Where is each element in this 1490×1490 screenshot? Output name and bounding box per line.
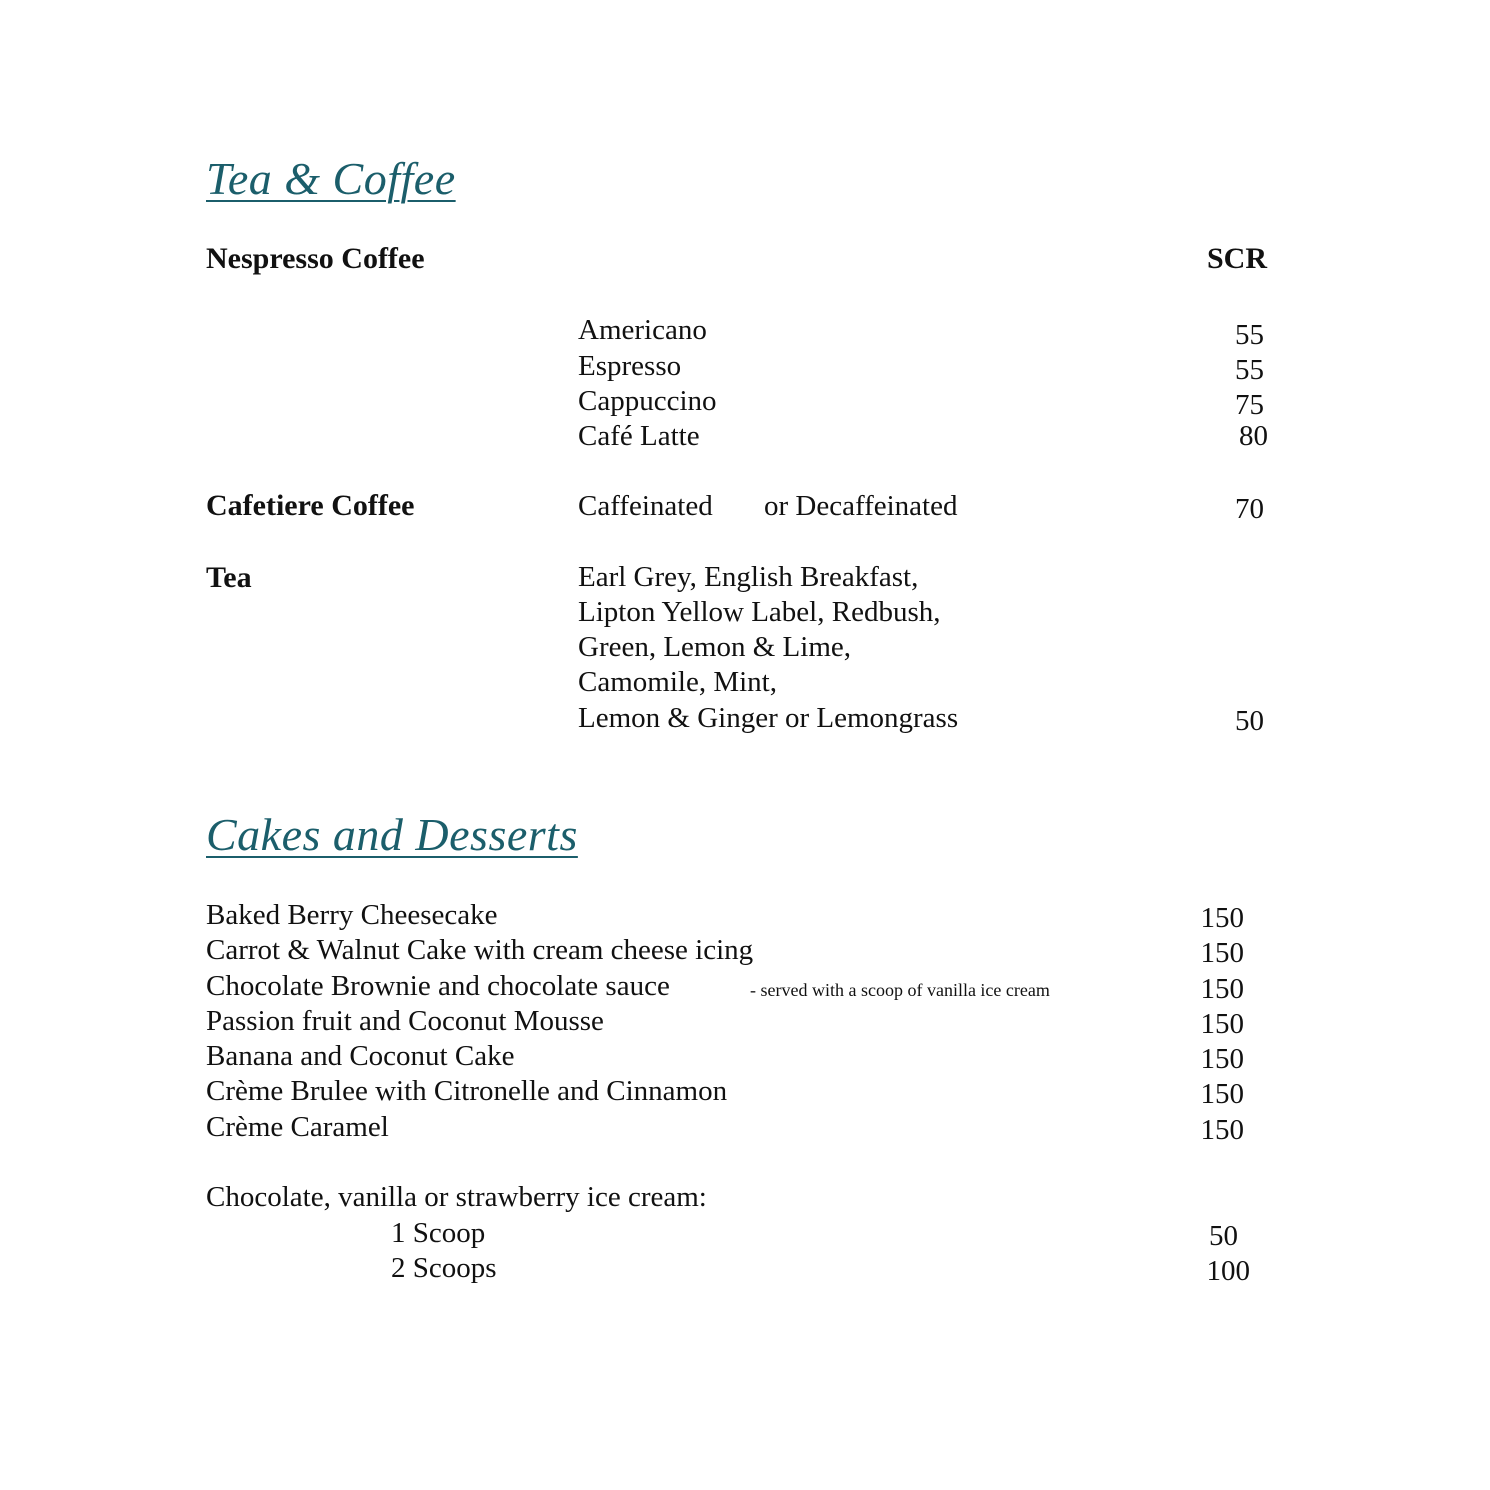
- dessert-item-name: Carrot & Walnut Cake with cream cheese icing: [206, 934, 754, 966]
- ice-cream-option-name: 1 Scoop: [391, 1217, 486, 1249]
- tea-label: Tea: [206, 561, 252, 594]
- currency-label: SCR: [1207, 242, 1268, 275]
- nespresso-label: Nespresso Coffee: [206, 242, 425, 275]
- ice-cream-option-price: 100: [1206, 1255, 1250, 1287]
- nespresso-item-price: 80: [1239, 420, 1268, 452]
- dessert-item-price: 150: [1200, 902, 1244, 934]
- dessert-item-name: Passion fruit and Coconut Mousse: [206, 1005, 604, 1037]
- dessert-item-name: Crème Caramel: [206, 1111, 389, 1143]
- dessert-item-price: 150: [1200, 973, 1244, 1005]
- cafetiere-price: 70: [1235, 493, 1264, 525]
- ice-cream-option-price: 50: [1209, 1220, 1238, 1252]
- dessert-item-name: Chocolate Brownie and chocolate sauce: [206, 970, 670, 1002]
- dessert-item-note: - served with a scoop of vanilla ice cream: [750, 980, 1050, 1000]
- cafetiere-option-decaffeinated: or Decaffeinated: [764, 490, 958, 522]
- tea-coffee-title: Tea & Coffee: [206, 153, 456, 204]
- nespresso-item-price: 75: [1235, 389, 1264, 421]
- dessert-item-price: 150: [1200, 1114, 1244, 1146]
- desserts-title: Cakes and Desserts: [206, 809, 578, 860]
- nespresso-item-price: 55: [1235, 354, 1264, 386]
- tea-line: Camomile, Mint,: [578, 666, 777, 698]
- nespresso-item-name: Americano: [578, 314, 707, 346]
- cafetiere-label: Cafetiere Coffee: [206, 489, 415, 522]
- nespresso-item-name: Espresso: [578, 350, 682, 382]
- dessert-item-name: Crème Brulee with Citronelle and Cinnamon: [206, 1075, 728, 1107]
- ice-cream-label: Chocolate, vanilla or strawberry ice cream:: [206, 1181, 707, 1213]
- dessert-item-price: 150: [1200, 1078, 1244, 1110]
- nespresso-item-price: 55: [1235, 319, 1264, 351]
- nespresso-item-name: Cappuccino: [578, 385, 717, 417]
- ice-cream-option-name: 2 Scoops: [391, 1252, 497, 1284]
- dessert-item-price: 150: [1200, 1008, 1244, 1040]
- tea-line: Green, Lemon & Lime,: [578, 631, 851, 663]
- dessert-item-name: Banana and Coconut Cake: [206, 1040, 515, 1072]
- tea-line: Lemon & Ginger or Lemongrass: [578, 702, 959, 734]
- dessert-item-price: 150: [1200, 937, 1244, 969]
- cafetiere-option-caffeinated: Caffeinated: [578, 490, 713, 522]
- tea-line: Earl Grey, English Breakfast,: [578, 561, 919, 593]
- tea-line: Lipton Yellow Label, Redbush,: [578, 596, 941, 628]
- nespresso-item-name: Café Latte: [578, 420, 700, 452]
- dessert-item-price: 150: [1200, 1043, 1244, 1075]
- tea-price: 50: [1235, 705, 1264, 737]
- dessert-item-name: Baked Berry Cheesecake: [206, 899, 498, 931]
